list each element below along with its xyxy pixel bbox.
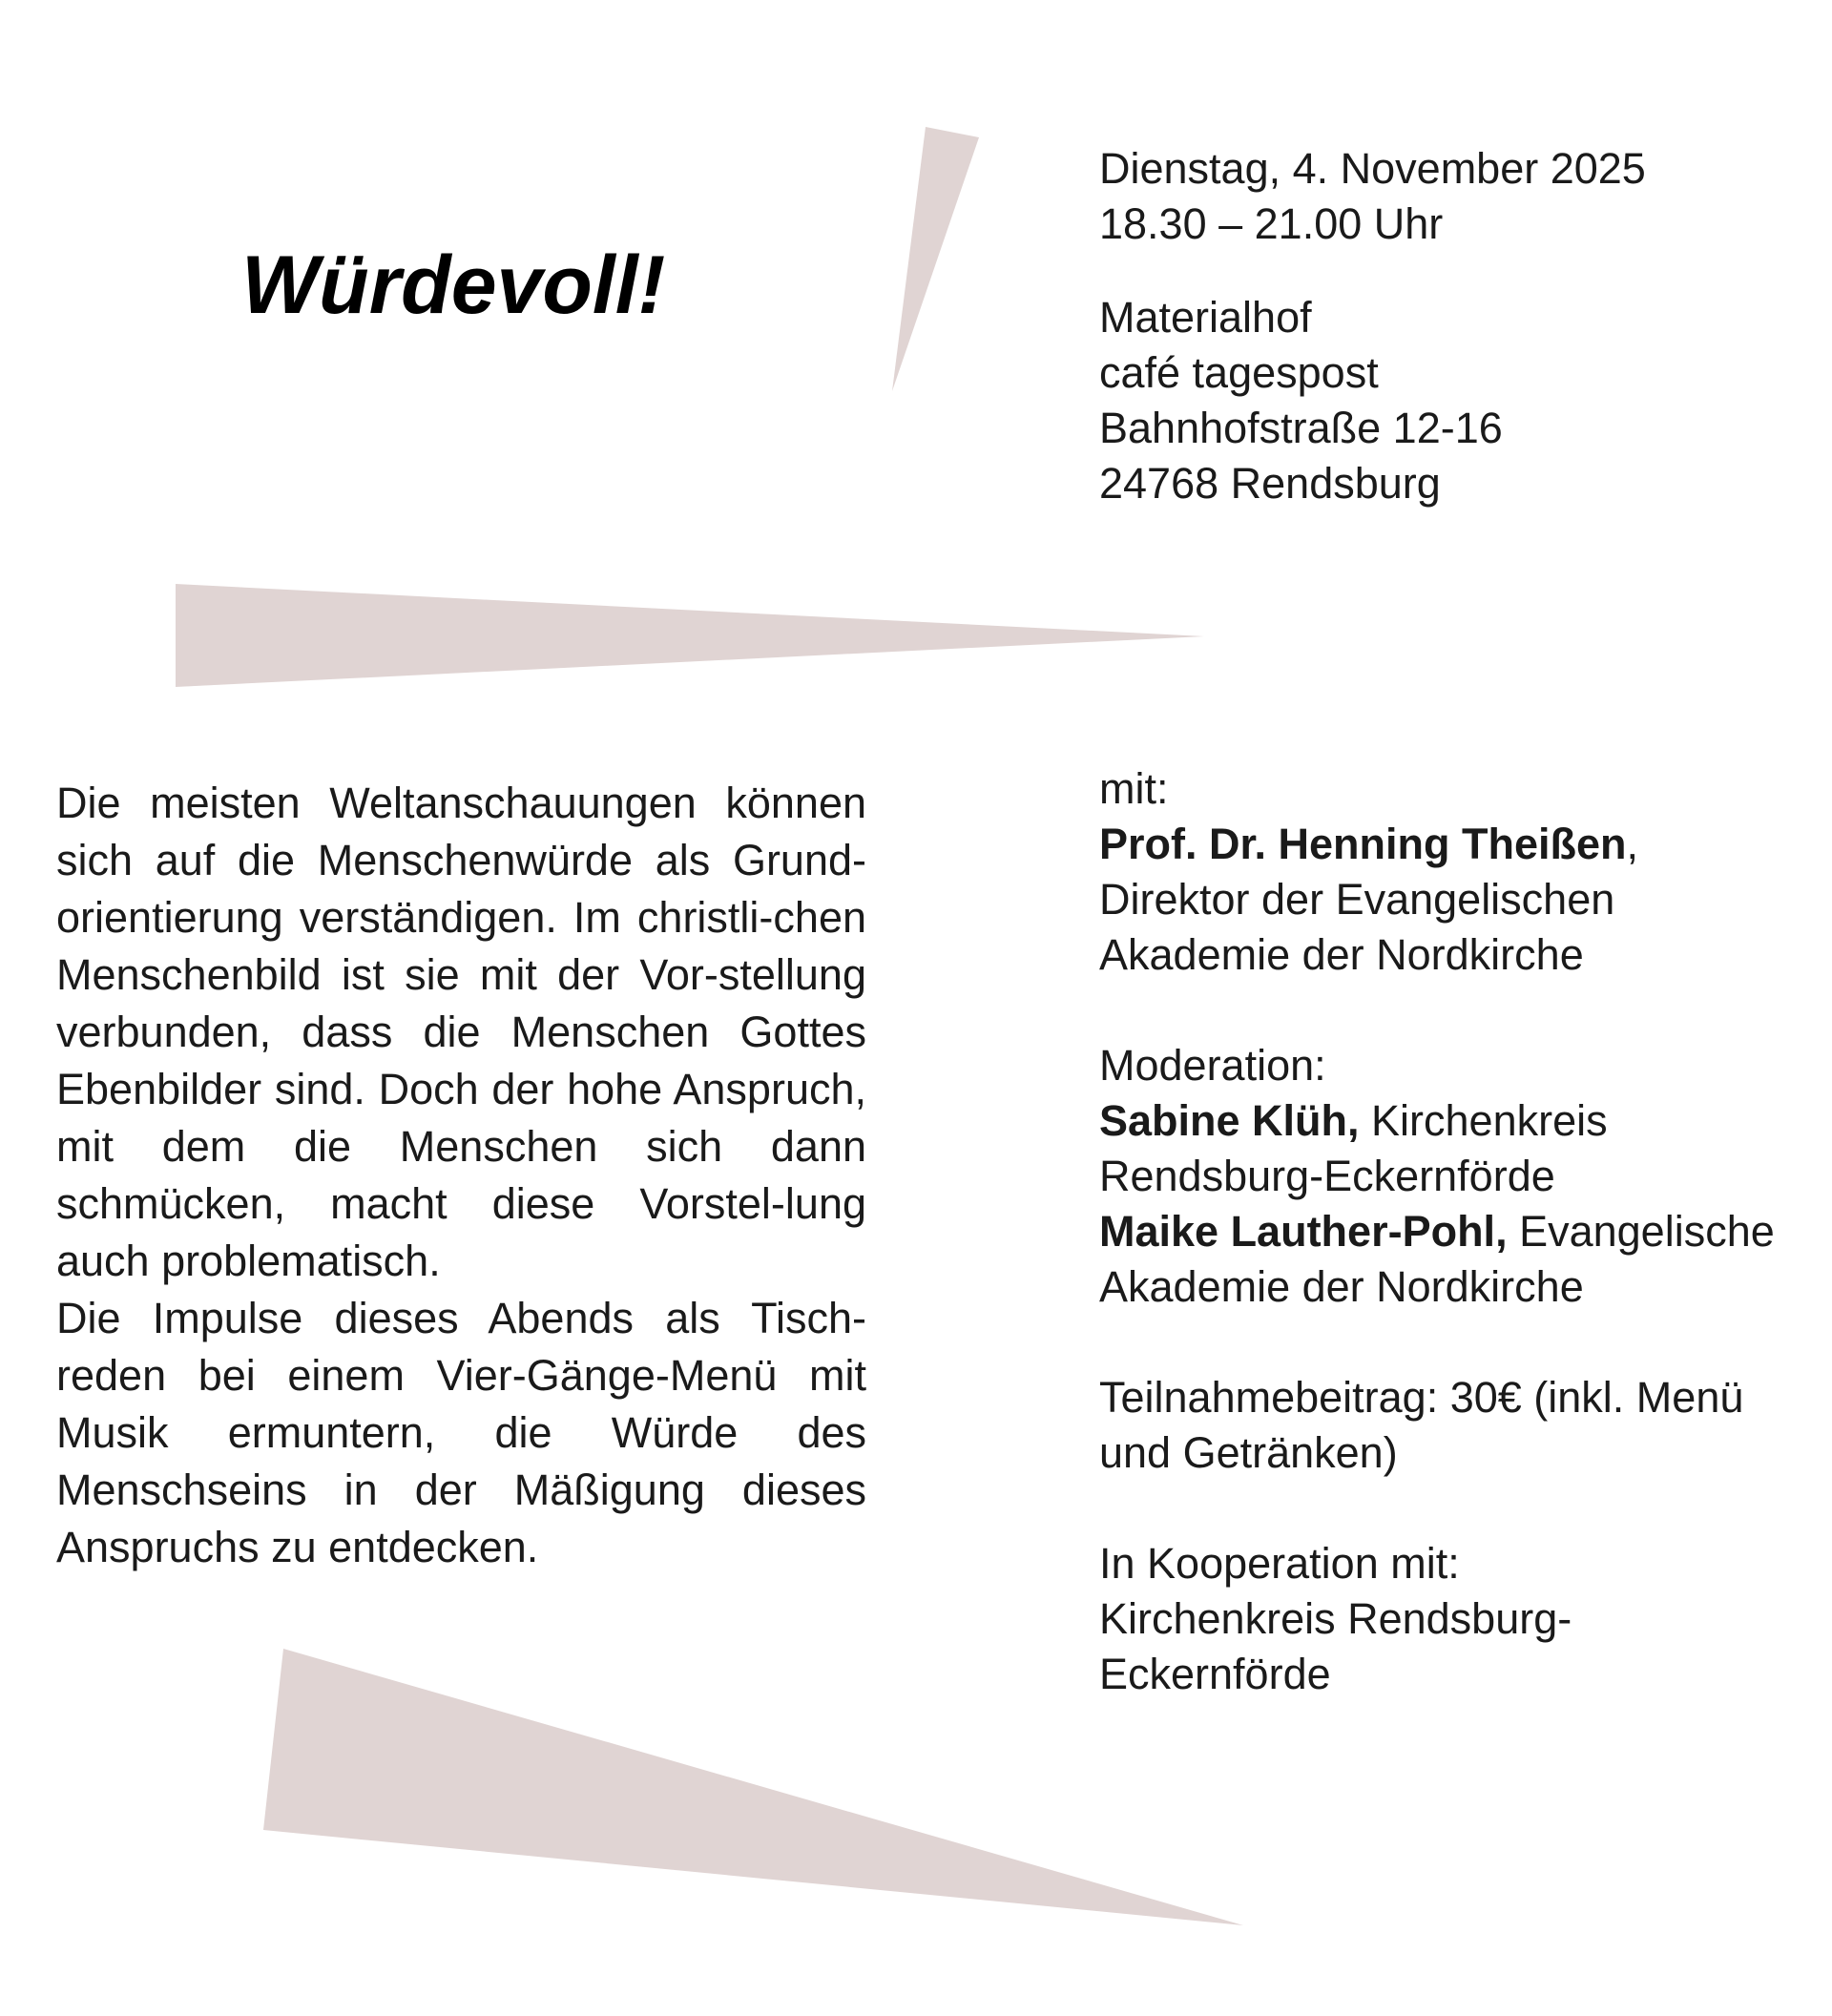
spacer: [1099, 1315, 1775, 1370]
description-paragraph-1: Die meisten Weltanschauungen können sich auf die Menschenwürde als Grund-orientierung verständigen. Im christli-chen Menschenbild ist sie mit der Vor-stellung verbunden, dass die Menschen Gottes Ebenbilder sind. Doch der hohe Anspruch, mit dem die Menschen sich dann schmücken, macht diese Vorstel-lung auch problematisch.: [56, 779, 866, 1285]
speaker-line: [1099, 817, 1775, 872]
speaker-intro: mit:: [1099, 764, 1169, 813]
moderator-2-line: [1099, 1204, 1775, 1259]
moderation-heading: Moderation:: [1099, 1041, 1326, 1090]
venue-subname: café tagespost: [1099, 348, 1379, 397]
bottom-wedge-shape: [263, 1649, 1243, 1925]
middle-wedge-shape: [176, 584, 1204, 687]
cooperation-line-1: Kirchenkreis Rendsburg-: [1099, 1594, 1572, 1643]
speaker-name: Prof. Dr. Henning Theißen: [1099, 820, 1627, 868]
event-description: [56, 775, 866, 1576]
fee-line-1: Teilnahmebeitrag: 30€ (inkl. Menü: [1099, 1373, 1744, 1422]
event-people: [1099, 761, 1775, 1702]
speaker-name-suffix: ,: [1626, 820, 1639, 868]
moderator-1-org-line-2: Rendsburg-Eckernförde: [1099, 1152, 1555, 1200]
description-paragraph-2: Die Impulse dieses Abends als Tisch-reden bei einem Vier-Gänge-Menü mit Musik ermuntern, die Würde des Menschseins in der Mäßigung dieses Anspruchs zu entdecken.: [56, 1294, 866, 1571]
venue-city: 24768 Rendsburg: [1099, 459, 1441, 508]
moderator-2-name: Maike Lauther-Pohl,: [1099, 1207, 1508, 1256]
venue-street: Bahnhofstraße 12-16: [1099, 404, 1503, 452]
cooperation-heading: In Kooperation mit:: [1099, 1539, 1460, 1588]
moderator-1-line: [1099, 1093, 1775, 1149]
event-date: Dienstag, 4. November 2025: [1099, 144, 1646, 193]
event-time: 18.30 – 21.00 Uhr: [1099, 199, 1444, 248]
spacer: [1099, 983, 1775, 1038]
moderator-1-org: Kirchenkreis: [1359, 1096, 1608, 1145]
moderator-2-org-line-2: Akademie der Nordkirche: [1099, 1262, 1584, 1311]
event-title: Würdevoll!: [241, 239, 666, 331]
spacer: [1099, 1481, 1775, 1536]
event-venue: [1099, 290, 1503, 511]
cooperation-line-2: Eckernförde: [1099, 1650, 1331, 1698]
moderator-1-name: Sabine Klüh,: [1099, 1096, 1360, 1145]
moderator-2-org: Evangelische: [1507, 1207, 1775, 1256]
speaker-role-1: Direktor der Evangelischen: [1099, 875, 1615, 924]
venue-name: Materialhof: [1099, 293, 1312, 342]
speaker-role-2: Akademie der Nordkirche: [1099, 930, 1584, 979]
fee-line-2: und Getränken): [1099, 1428, 1398, 1477]
event-datetime: [1099, 141, 1646, 252]
top-wedge-shape: [892, 127, 979, 391]
